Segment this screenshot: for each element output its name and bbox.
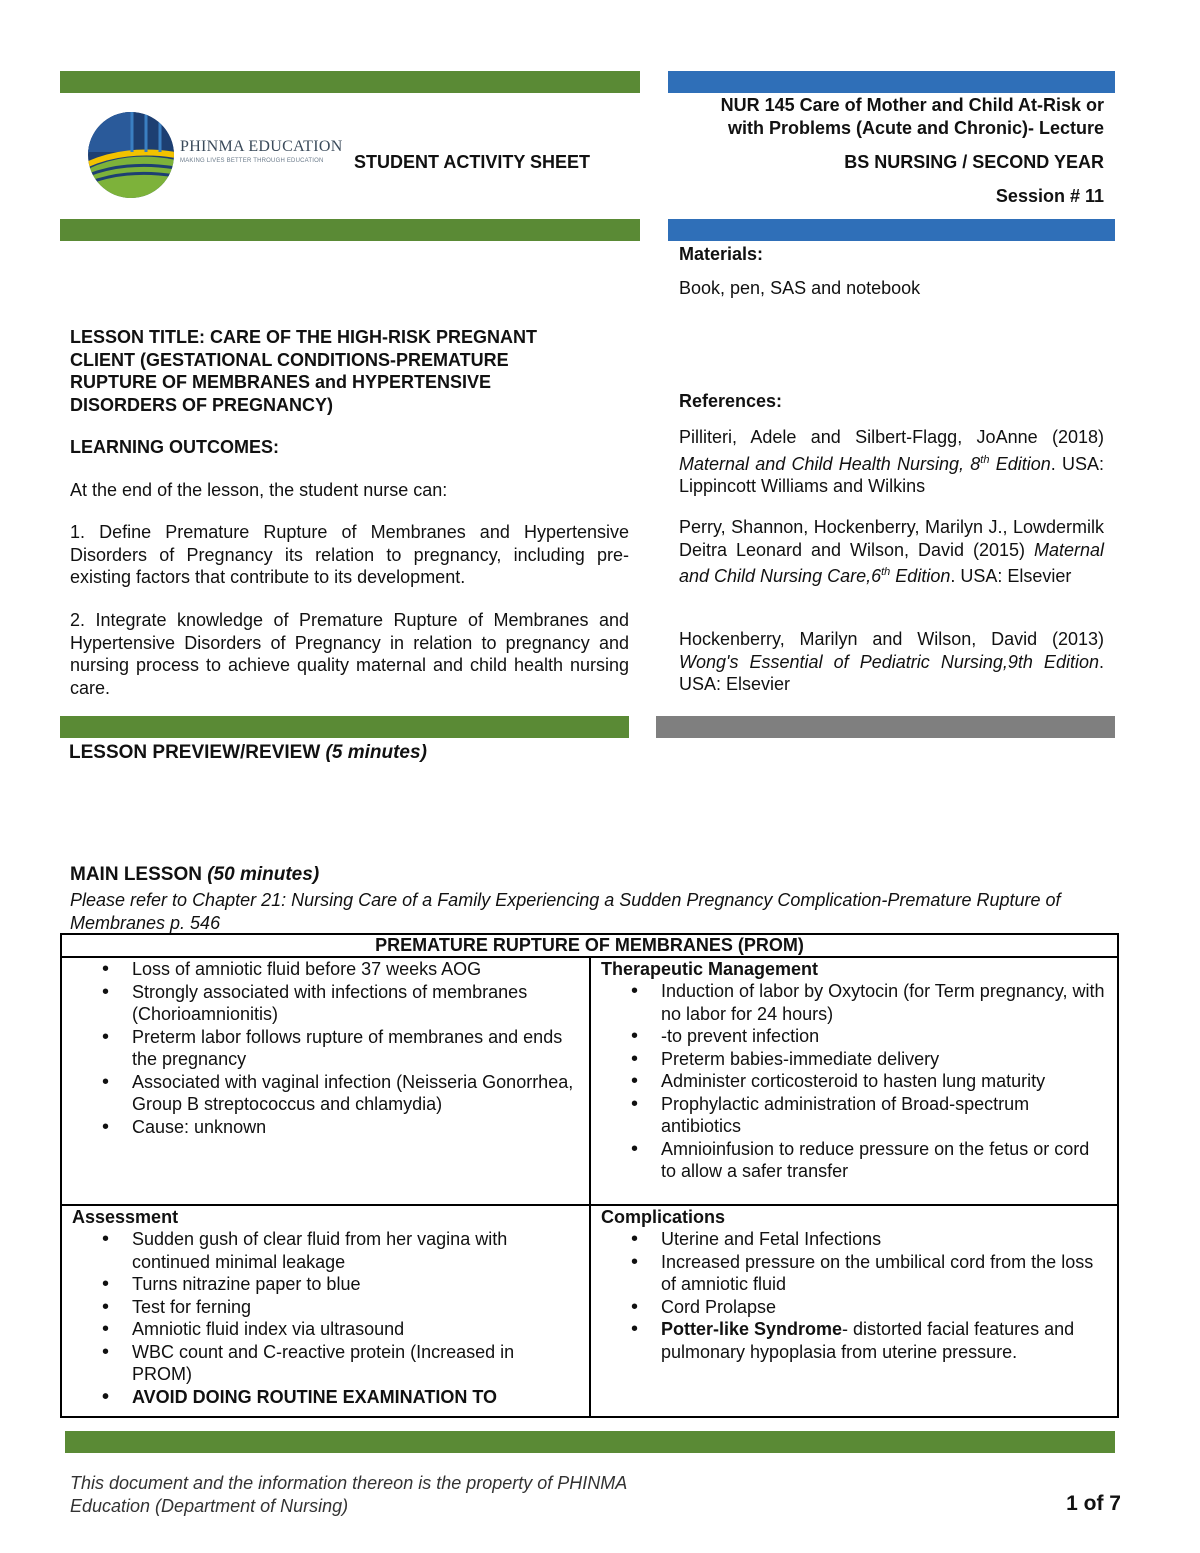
list-item: • -to prevent infection <box>661 1025 1105 1048</box>
header-bar-right-bottom <box>668 219 1115 241</box>
list-item: • Cord Prolapse <box>661 1296 1105 1319</box>
phinma-logo <box>86 110 343 202</box>
reference-3-publisher: . USA: Elsevier <box>679 651 1104 694</box>
prom-table-title: PREMATURE RUPTURE OF MEMBRANES (PROM) <box>61 934 1118 957</box>
lesson-title <box>70 326 640 416</box>
section-bar-right <box>656 716 1115 738</box>
materials-text: Book, pen, SAS and notebook <box>679 278 921 298</box>
list-item: • Uterine and Fetal Infections <box>661 1228 1105 1251</box>
lesson-title-line: DISORDERS OF PREGNANCY) <box>70 394 334 415</box>
list-item: • Cause: unknown <box>132 1116 577 1139</box>
logo-text: PHINMA EDUCATION <box>180 138 343 155</box>
footer-notice <box>70 1472 627 1517</box>
header-bar-right-top <box>668 71 1115 93</box>
list-item: • WBC count and C-reactive protein (Increased in PROM) <box>132 1341 577 1386</box>
lesson-title-line: CLIENT (GESTATIONAL CONDITIONS-PREMATURE <box>70 349 509 370</box>
phinma-logo-icon <box>86 110 176 200</box>
complications-cell <box>590 1205 1118 1417</box>
reference-1-authors: Pilliteri, Adele and Silbert-Flagg, JoAnne (2018) <box>679 427 1104 447</box>
prom-table <box>60 933 1119 1418</box>
therapeutic-cell <box>590 957 1118 1205</box>
reference-3-authors: Hockenberry, Marilyn and Wilson, David (2013) <box>679 629 1104 649</box>
lesson-preview-heading: LESSON PREVIEW/REVIEW (5 minutes) <box>69 742 427 763</box>
list-item: • Sudden gush of clear fluid from her vagina with continued minimal leakage <box>132 1228 577 1273</box>
list-item <box>661 1318 1105 1363</box>
list-item: • Amniotic fluid index via ultrasound <box>132 1318 577 1341</box>
outcome-1: 1. Define Premature Rupture of Membranes and Hypertensive Disorders of Pregnancy its relation to pregnancy, including pre-existing factors that contribute to its development. <box>70 522 629 587</box>
reference-3-title: Wong's Essential of Pediatric Nursing,9th Edition <box>679 651 1099 672</box>
lesson-title-line: LESSON TITLE: CARE OF THE HIGH-RISK PREGNANT <box>70 327 538 347</box>
program-label: BS NURSING / SECOND YEAR <box>844 152 1104 172</box>
list-item: • AVOID DOING ROUTINE EXAMINATION TO <box>132 1386 577 1409</box>
footer-notice-line1: This document and the information thereon is the property of PHINMA <box>70 1473 628 1493</box>
logo-tagline: MAKING LIVES BETTER THROUGH EDUCATION <box>180 158 324 164</box>
definition-list <box>62 958 589 1138</box>
therapeutic-heading: Therapeutic Management <box>601 959 819 979</box>
main-lesson-heading: MAIN LESSON (50 minutes) <box>70 864 320 885</box>
page-number: 1 of 7 <box>1066 1492 1121 1515</box>
reference-3 <box>679 628 1104 696</box>
main-lesson-reference: Please refer to Chapter 21: Nursing Care of a Family Experiencing a Sudden Pregnancy Complication-Premature Rupture of Membranes p. 546 <box>70 890 1061 933</box>
list-item: • Associated with vaginal infection (Neisseria Gonorrhea, Group B streptococcus and chlamydia) <box>132 1071 577 1116</box>
list-item: • Increased pressure on the umbilical cord from the loss of amniotic fluid <box>661 1251 1105 1296</box>
reference-2 <box>679 516 1104 588</box>
sheet-label: STUDENT ACTIVITY SHEET <box>354 152 591 172</box>
assessment-list <box>62 1228 589 1408</box>
list-item: • Administer corticosteroid to hasten lung maturity <box>661 1070 1105 1093</box>
therapeutic-list <box>591 980 1117 1183</box>
list-item: • Induction of labor by Oxytocin (for Term pregnancy, with no labor for 24 hours) <box>661 980 1105 1025</box>
complications-heading: Complications <box>601 1207 726 1227</box>
assessment-heading: Assessment <box>72 1207 179 1227</box>
session-label: Session # 11 <box>995 186 1104 206</box>
header-bar-left-top <box>60 71 640 93</box>
reference-1-title: Maternal and Child Health Nursing, 8th Edition <box>679 453 1051 474</box>
definition-cell <box>61 957 590 1205</box>
course-title-line2: with Problems (Acute and Chronic)- Lecture <box>727 118 1104 138</box>
assessment-cell <box>61 1205 590 1417</box>
reference-1-publisher: . USA: Lippincott Williams and Wilkins <box>679 453 1105 496</box>
potter-syndrome-description: - distorted facial features and pulmonary hypoplasia from uterine pressure. <box>661 1319 1075 1362</box>
footer-notice-line2: Education (Department of Nursing) <box>70 1495 349 1516</box>
list-item: • Strongly associated with infections of membranes (Chorioamnionitis) <box>132 981 577 1026</box>
complications-list <box>591 1228 1117 1363</box>
list-item: • Loss of amniotic fluid before 37 weeks AOG <box>132 958 577 981</box>
course-title-line1: NUR 145 Care of Mother and Child At-Risk or <box>720 95 1104 115</box>
references-heading: References: <box>679 391 783 411</box>
reference-2-authors: Perry, Shannon, Hockenberry, Marilyn J., Lowdermilk Deitra Leonard and Wilson, David (2015) <box>679 517 1104 560</box>
reference-2-publisher: . USA: Elsevier <box>950 566 1072 586</box>
reference-2-title: Maternal and Child Nursing Care,6th Edition <box>679 539 1104 586</box>
outcomes-intro: At the end of the lesson, the student nurse can: <box>70 480 448 500</box>
potter-syndrome-term: Potter-like Syndrome <box>661 1319 843 1339</box>
list-item: • Amnioinfusion to reduce pressure on the fetus or cord to allow a safer transfer <box>661 1138 1105 1183</box>
learning-outcomes-heading: LEARNING OUTCOMES: <box>70 437 279 457</box>
lesson-title-line: RUPTURE OF MEMBRANES and HYPERTENSIVE <box>70 372 492 392</box>
materials-heading: Materials: <box>679 244 764 264</box>
footer-bar <box>65 1431 1115 1453</box>
header-bar-left-bottom <box>60 219 640 241</box>
list-item: • Preterm labor follows rupture of membranes and ends the pregnancy <box>132 1026 577 1071</box>
list-item: • Test for ferning <box>132 1296 577 1319</box>
reference-1 <box>679 426 1104 498</box>
section-bar-left <box>60 716 629 738</box>
list-item: • Turns nitrazine paper to blue <box>132 1273 577 1296</box>
course-title <box>668 94 1104 140</box>
outcome-2: 2. Integrate knowledge of Premature Rupture of Membranes and Hypertensive Disorders of Pregnancy in relation to pregnancy and nursing process to achieve quality maternal and child health nursing care. <box>70 610 629 698</box>
list-item: • Preterm babies-immediate delivery <box>661 1048 1105 1071</box>
list-item: • Prophylactic administration of Broad-spectrum antibiotics <box>661 1093 1105 1138</box>
